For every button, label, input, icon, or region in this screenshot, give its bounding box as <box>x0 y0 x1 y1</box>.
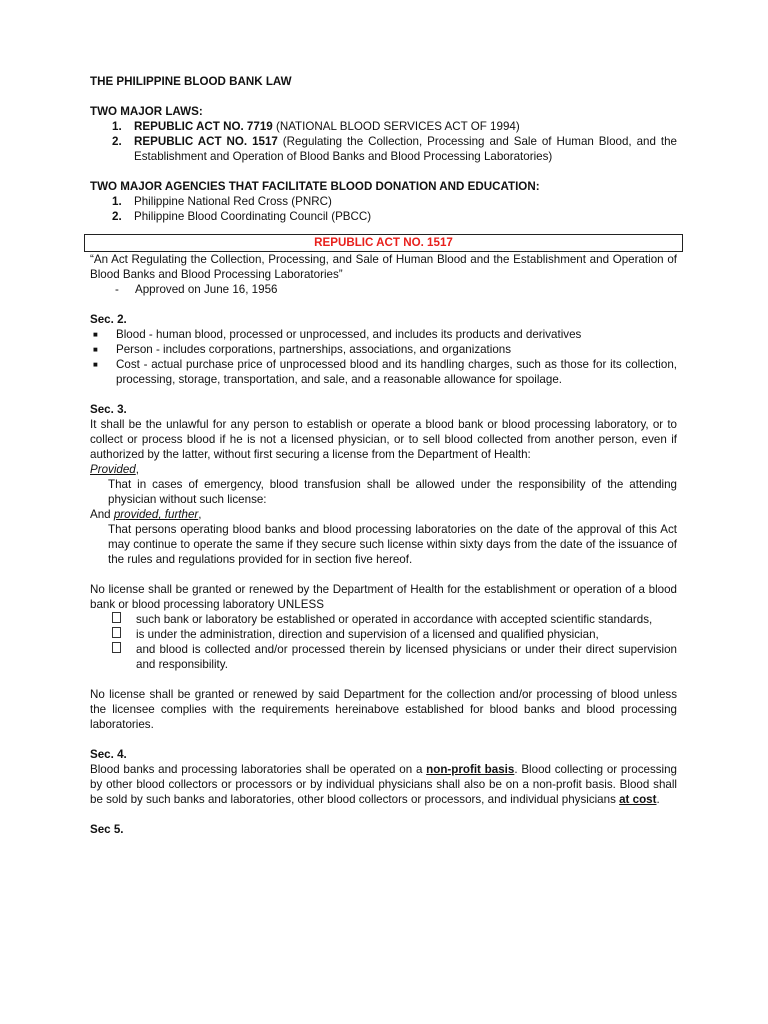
approved-text: Approved on June 16, 1956 <box>135 283 278 296</box>
list-text: Person - includes corporations, partnerships, associations, and organizations <box>116 343 512 356</box>
sec4-heading: Sec. 4. <box>90 748 127 761</box>
page-title: THE PHILIPPINE BLOOD BANK LAW <box>90 75 292 88</box>
sec3-paragraph: It shall be the unlawful for any person to establish or operate a blood bank or blood processing laboratory, or to collect or process blood if he is not a licensed physician, or to sell blood collected from another person, even if authorized by the latter, without first securing a license from the Department of Health: <box>90 418 677 461</box>
license-conditions <box>90 612 677 672</box>
list-item <box>90 209 677 224</box>
sec4-paragraph <box>90 762 677 807</box>
provided-text: That in cases of emergency, blood transfusion shall be allowed under the responsibility of the attending physician without such license: <box>108 478 677 506</box>
list-text: is under the administration, direction and supervision of a licensed and qualified physician, <box>136 628 599 641</box>
ra1517-title-box: REPUBLIC ACT NO. 1517 <box>84 234 683 252</box>
law-desc: (Regulating the Collection, Processing and Sale of Human Blood, and the Establishment and Operation of Blood Banks and Blood Processing Laboratories) <box>134 135 677 163</box>
list-item <box>90 134 677 164</box>
list-item <box>90 627 677 642</box>
list-item <box>90 642 677 672</box>
list-text: and blood is collected and/or processed therein by licensed physicians or under their direct supervision and responsibility. <box>136 643 677 671</box>
further-label: provided, further <box>113 508 199 521</box>
list-text <box>134 134 677 164</box>
further-text: That persons operating blood banks and blood processing laboratories on the date of the approval of this Act may continue to operate the same if they secure such license within sixty days from the date of the issuance of the rules and regulations provided for in section five hereof. <box>108 523 677 566</box>
list-item <box>90 357 677 387</box>
list-item <box>90 342 677 357</box>
and-label: And <box>90 508 114 521</box>
list-number: 1. <box>112 195 122 208</box>
ra1517-description: “An Act Regulating the Collection, Processing, and Sale of Human Blood and the Establishment and Operation of Blood Banks and Blood Processing Laboratories” <box>90 253 677 281</box>
law-name: REPUBLIC ACT NO. 1517 <box>134 135 278 148</box>
dash-bullet: - <box>115 283 119 296</box>
checkbox-bullet-icon <box>90 642 136 672</box>
list-text: Blood - human blood, processed or unprocessed, and includes its products and derivatives <box>116 328 582 341</box>
list-text: Philippine Blood Coordinating Council (PBCC) <box>134 210 372 223</box>
square-bullet-icon: ■ <box>93 345 98 354</box>
sec2-definitions <box>90 327 677 387</box>
laws-list <box>90 119 677 164</box>
punctuation: , <box>198 508 202 521</box>
list-item <box>90 612 677 627</box>
sec3-requirements-paragraph: No license shall be granted or renewed by said Department for the collection and/or processing of blood unless the licensee complies with the requirements hereinabove established for blood banks and blood processing laboratories. <box>90 688 677 731</box>
laws-heading: TWO MAJOR LAWS: <box>90 105 203 118</box>
square-bullet-icon: ■ <box>93 360 98 369</box>
document-page <box>90 74 677 837</box>
list-text <box>134 119 677 134</box>
punctuation: , <box>135 463 139 476</box>
sec5-heading: Sec 5. <box>90 823 124 836</box>
list-number: 2. <box>112 135 122 148</box>
sec3-license-paragraph: No license shall be granted or renewed by the Department of Health for the establishment or operation of a blood bank or blood processing laboratory UNLESS <box>90 583 677 611</box>
provided-label: Provided <box>90 463 136 476</box>
punctuation: . <box>656 793 660 806</box>
list-number: 1. <box>112 120 122 133</box>
further-label-line <box>90 507 677 522</box>
checkbox-bullet-icon <box>90 627 136 642</box>
approved-line <box>90 282 677 297</box>
at-cost-emphasis: at cost <box>619 793 657 806</box>
checkbox-bullet-icon <box>90 612 136 627</box>
square-bullet-icon: ■ <box>93 330 98 339</box>
list-item <box>90 119 677 134</box>
list-item <box>90 194 677 209</box>
agencies-list <box>90 194 677 224</box>
sec4-text: Blood banks and processing laboratories shall be operated on a <box>90 763 427 776</box>
provided-label-line <box>90 462 677 477</box>
law-desc: (NATIONAL BLOOD SERVICES ACT OF 1994) <box>272 120 520 133</box>
list-text: such bank or laboratory be established or operated in accordance with accepted scientific standards, <box>136 613 653 626</box>
list-item <box>90 327 677 342</box>
list-text: Philippine National Red Cross (PNRC) <box>134 195 332 208</box>
sec3-heading: Sec. 3. <box>90 403 127 416</box>
sec4-text: . Blood collecting or processing by other blood collectors or processors or by individual physicians shall also be on a non-profit basis. Blood shall be sold by such banks and laboratories, other blood collectors or processors, and individual physicians <box>90 763 678 806</box>
list-text: Cost - actual purchase price of unprocessed blood and its handling charges, such as those for its collection, processing, storage, transportation, and sale, and a reasonable allowance for spoilage. <box>116 358 677 386</box>
list-number: 2. <box>112 210 122 223</box>
agencies-heading: TWO MAJOR AGENCIES THAT FACILITATE BLOOD DONATION AND EDUCATION: <box>90 180 540 193</box>
nonprofit-emphasis: non-profit basis <box>426 763 515 776</box>
law-name: REPUBLIC ACT NO. 7719 <box>134 120 273 133</box>
sec2-heading: Sec. 2. <box>90 313 127 326</box>
